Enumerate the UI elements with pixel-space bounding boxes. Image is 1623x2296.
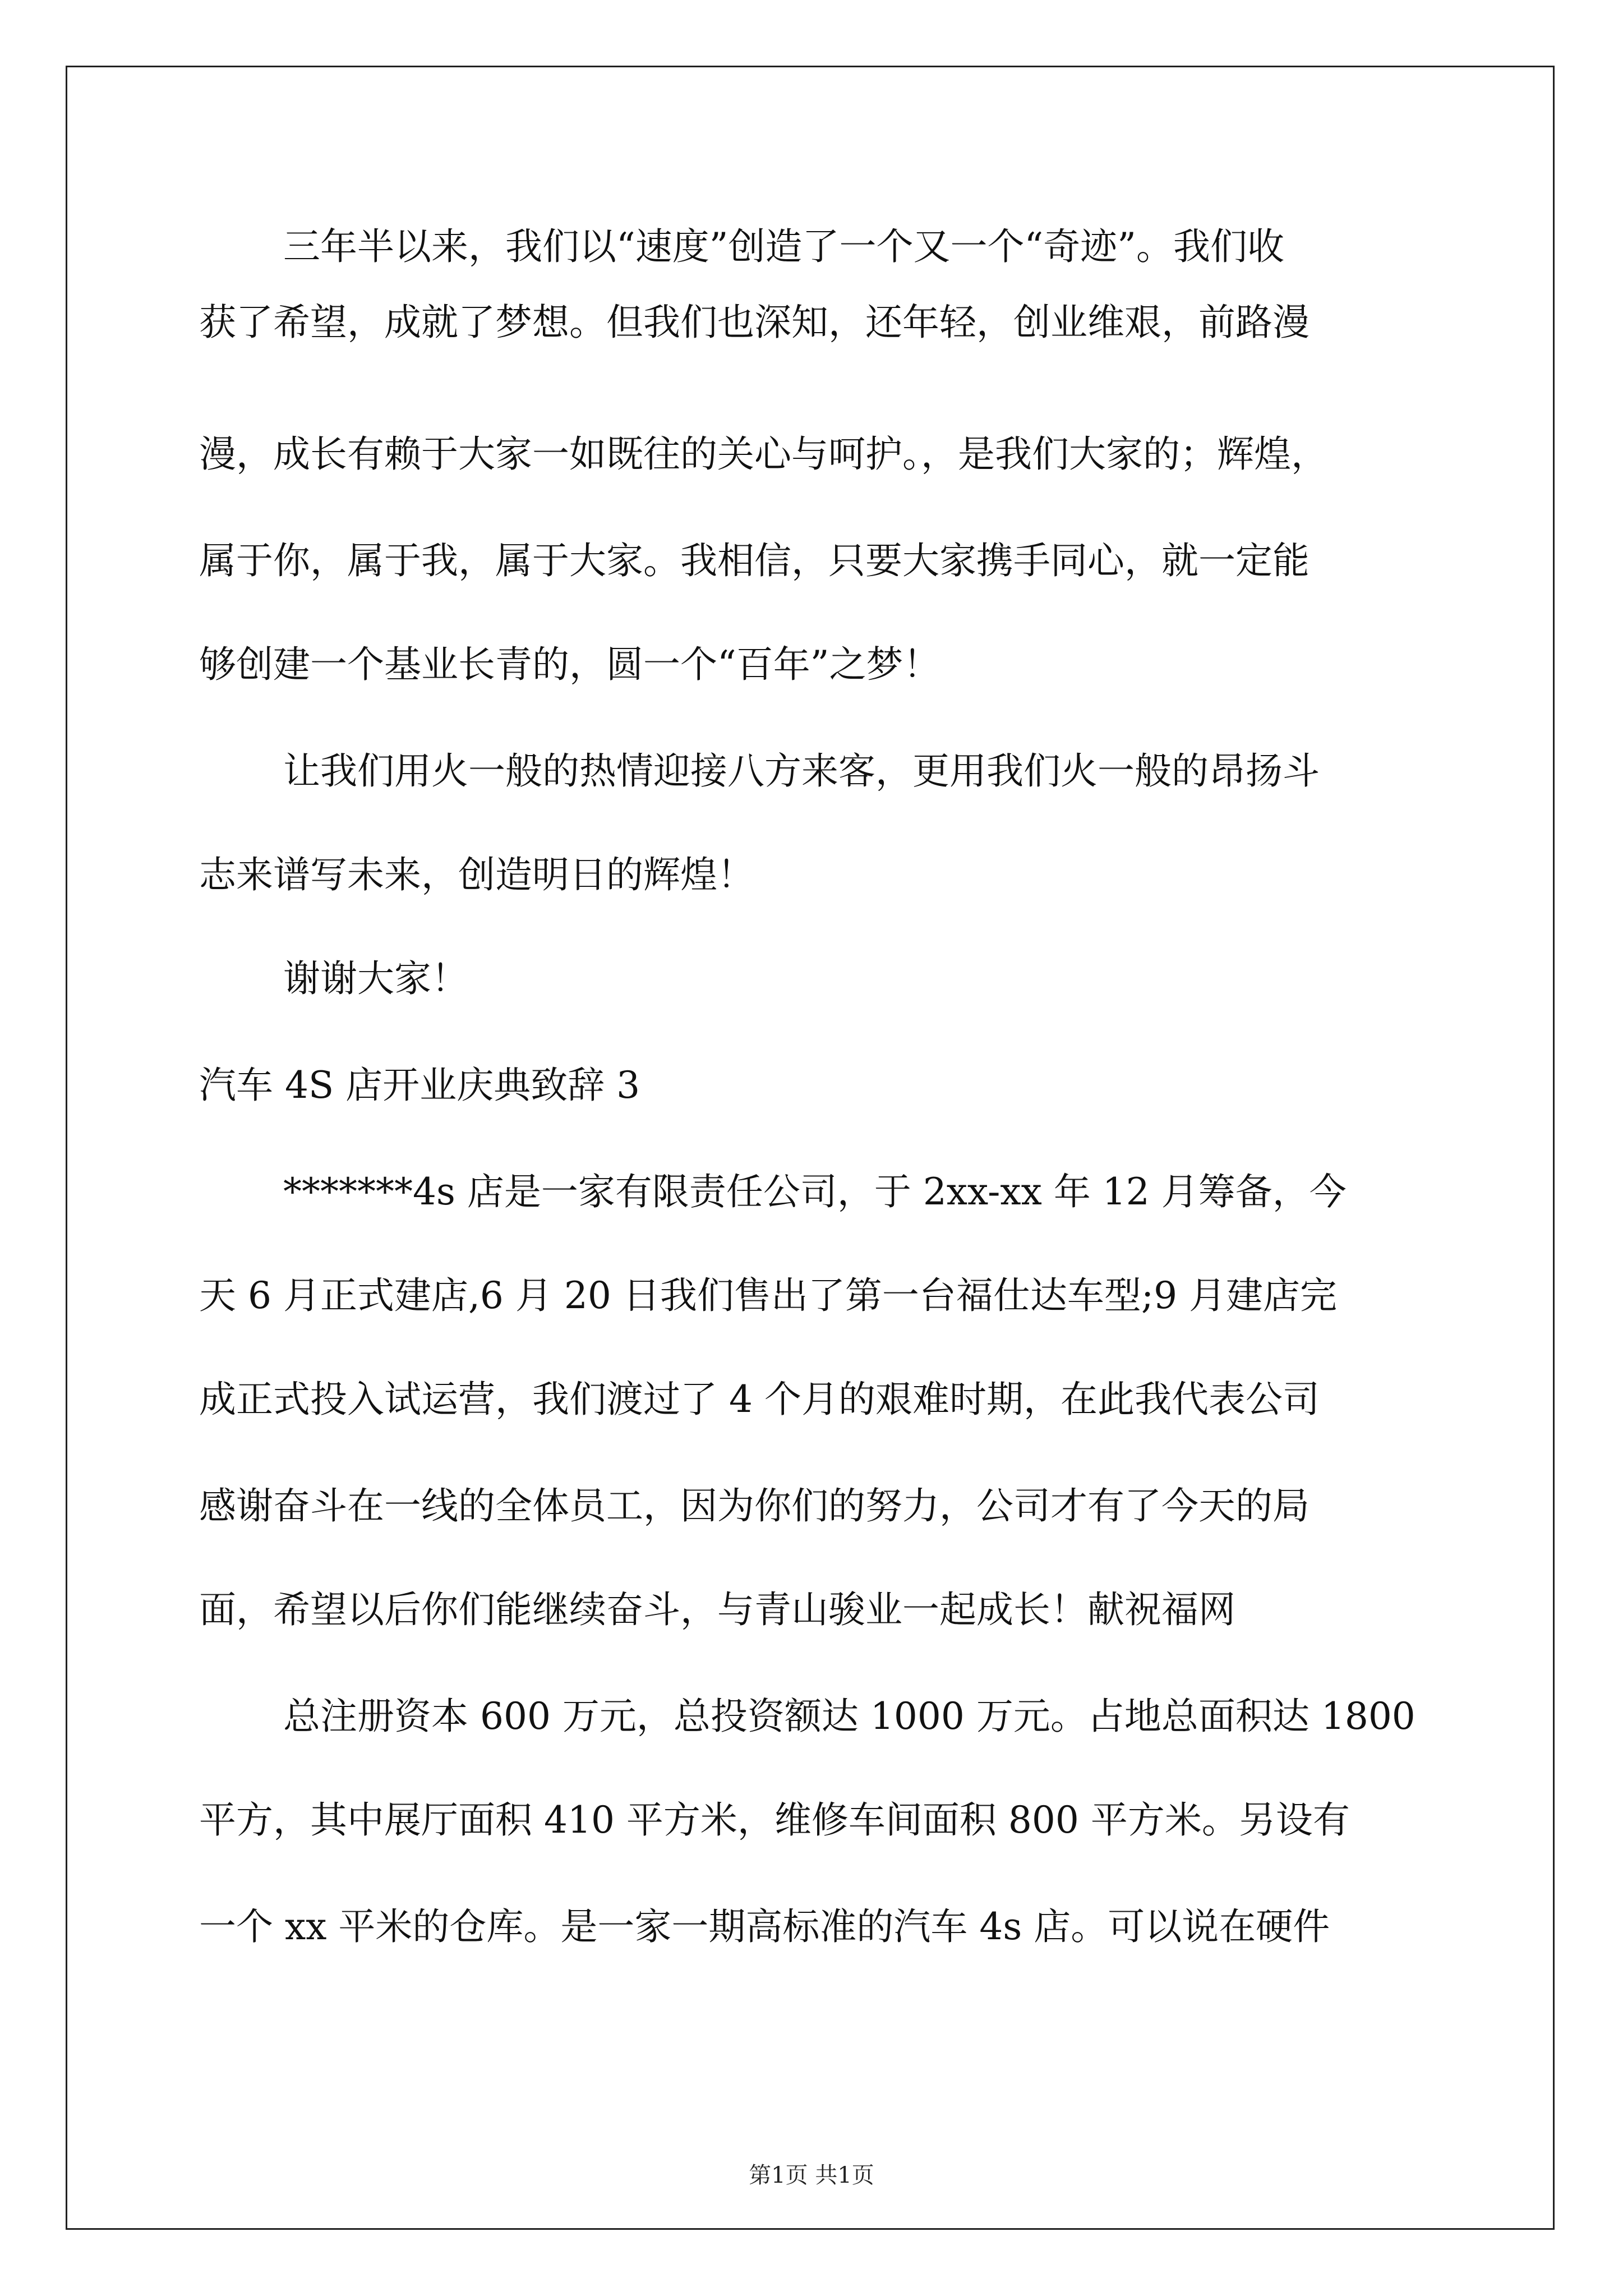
paragraph-line: 面，希望以后你们能继续奋斗，与青山骏业一起成长！献祝福网 bbox=[199, 1588, 1235, 1631]
paragraph-line: 让我们用火一般的热情迎接八方来客，更用我们火一般的昂扬斗 bbox=[283, 749, 1320, 793]
paragraph-line: 感谢奋斗在一线的全体员工，因为你们的努力，公司才有了今天的局 bbox=[199, 1484, 1310, 1527]
paragraph-line: 获了希望，成就了梦想。但我们也深知，还年轻，创业维艰，前路漫 bbox=[199, 301, 1310, 344]
page-number-footer: 第1页 共1页 bbox=[749, 2162, 874, 2188]
paragraph-line: 志来谱写未来，创造明日的辉煌！ bbox=[199, 853, 754, 896]
paragraph-line: 漫，成长有赖于大家一如既往的关心与呵护。，是我们大家的；辉煌， bbox=[199, 432, 1328, 476]
paragraph-line: 三年半以来，我们以“速度”创造了一个又一个“奇迹”。我们收 bbox=[283, 225, 1284, 268]
section-heading: 汽车 4S 店开业庆典致辞 3 bbox=[199, 1064, 640, 1107]
paragraph-line: 总注册资本 600 万元，总投资额达 1000 万元。占地总面积达 1800 bbox=[283, 1695, 1415, 1738]
paragraph-line: 天 6 月正式建店,6 月 20 日我们售出了第一台福仕达车型;9 月建店完 bbox=[199, 1274, 1338, 1317]
paragraph-line: 平方，其中展厅面积 410 平方米，维修车间面积 800 平方米。另设有 bbox=[199, 1798, 1350, 1842]
paragraph-line: *******4s 店是一家有限责任公司，于 2xx-xx 年 12 月筹备，今 bbox=[283, 1170, 1347, 1213]
paragraph-line: 谢谢大家！ bbox=[283, 957, 468, 1000]
paragraph-line: 属于你，属于我，属于大家。我相信，只要大家携手同心，就一定能 bbox=[199, 539, 1310, 582]
paragraph-line: 成正式投入试运营，我们渡过了 4 个月的艰难时期，在此我代表公司 bbox=[199, 1378, 1320, 1421]
paragraph-line: 一个 xx 平米的仓库。是一家一期高标准的汽车 4s 店。可以说在硬件 bbox=[199, 1905, 1330, 1948]
paragraph-line: 够创建一个基业长青的，圆一个“百年”之梦！ bbox=[199, 643, 940, 686]
